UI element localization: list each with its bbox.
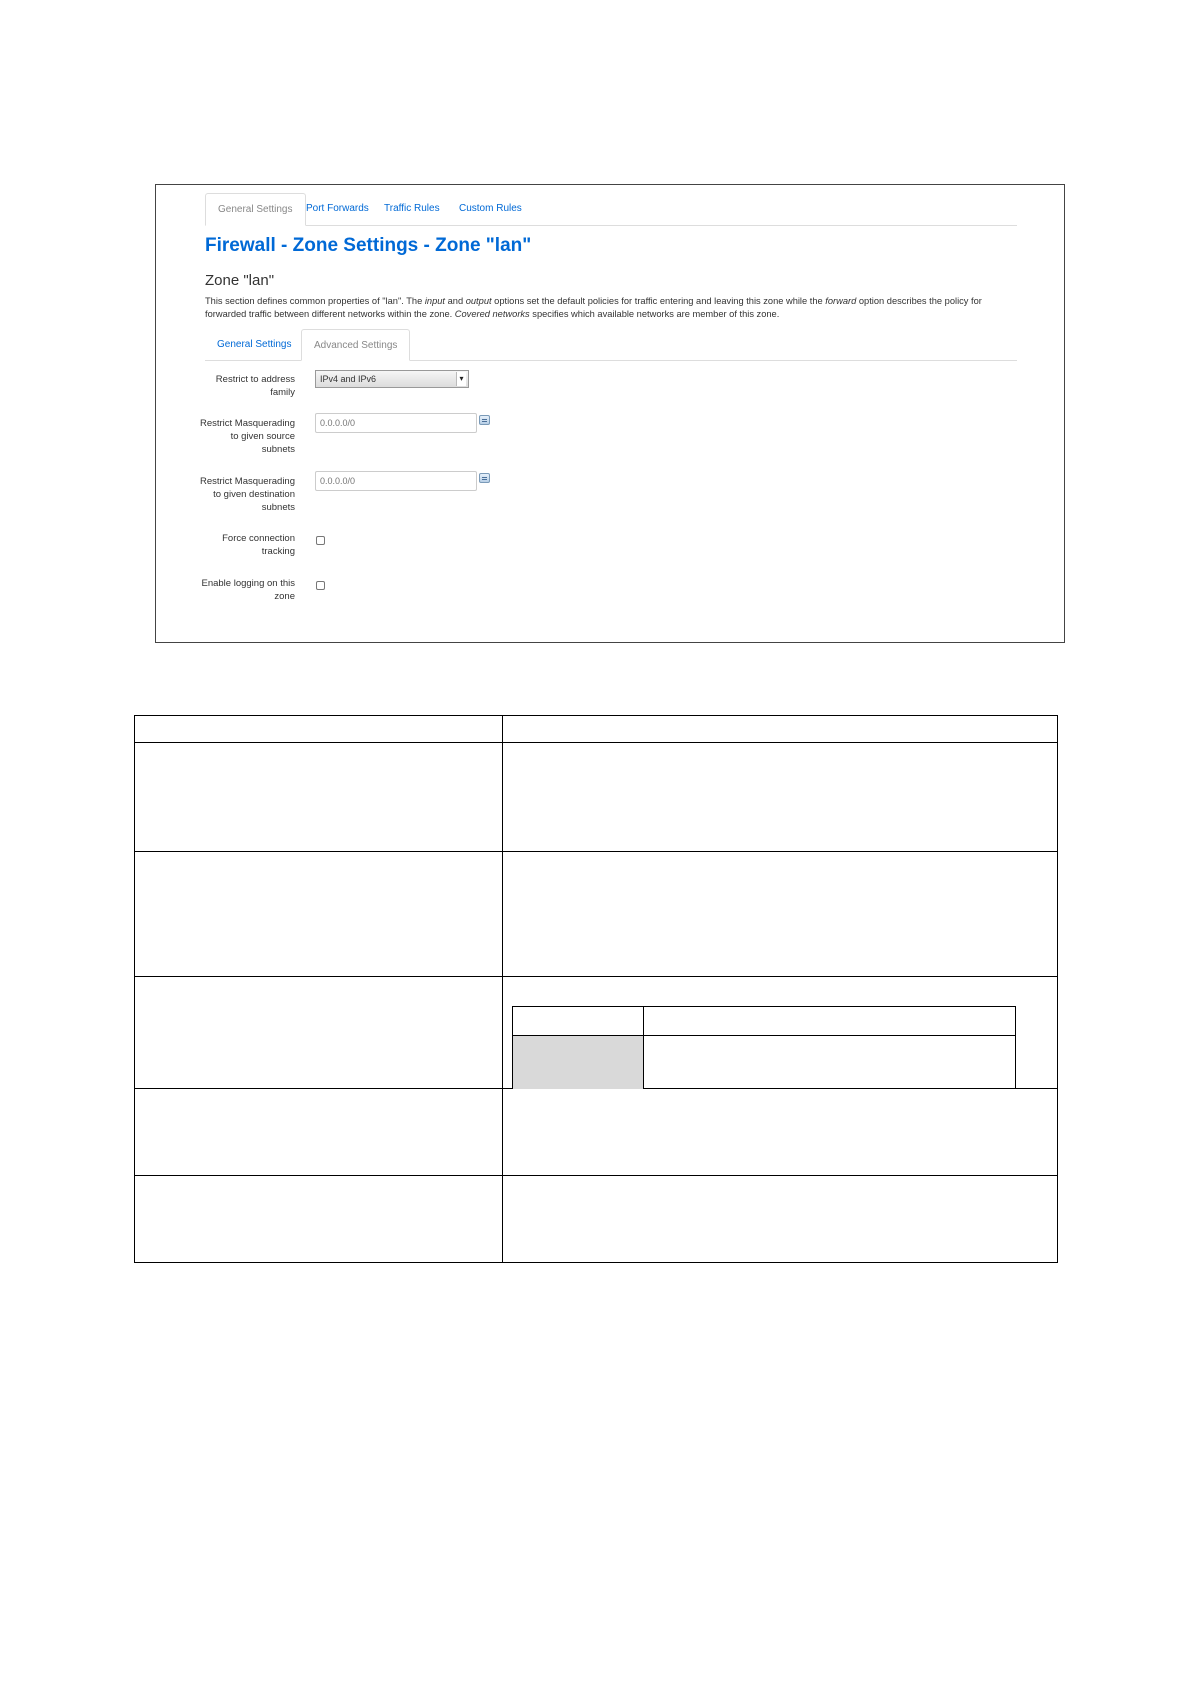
sub-tab-bar [205,329,1017,361]
masq-src-label: Restrict Masquerading to given source subnets [199,418,295,455]
add-entry-icon[interactable] [479,473,490,483]
row-divider [135,976,1057,977]
subtab-advanced-settings[interactable]: Advanced Settings [301,329,410,361]
logging-checkbox[interactable] [316,581,325,590]
dropdown-arrow-icon: ▾ [456,372,466,386]
subtab-general-settings[interactable]: General Settings [217,339,292,350]
blank-table [134,715,1058,1263]
screenshot-frame [155,184,1065,643]
row-divider [135,742,1057,743]
section-description: This section defines common properties of "lan". The input and output options set the default policies for traffic entering and leaving this zone while the forward option describes the policy for forwarded traffic between different networks within the zone. Covered networks specifies which available networks are member of this zone. [205,296,982,319]
tab-port-forwards[interactable]: Port Forwards [306,203,369,214]
masq-src-input[interactable] [315,413,477,433]
row-divider [135,851,1057,852]
section-title: Zone "lan" [205,272,275,289]
tab-general-settings[interactable]: General Settings [205,193,306,226]
address-family-select[interactable] [315,370,469,388]
masq-dest-input[interactable] [315,471,477,491]
address-family-label: Restrict to address family [215,374,295,398]
nested-row-divider [513,1035,1015,1036]
nested-column-divider [643,1007,644,1088]
add-entry-icon[interactable] [479,415,490,425]
conntrack-label: Force connection tracking [222,533,295,557]
address-family-value: IPv4 and IPv6 [320,374,377,384]
column-divider [502,716,503,1262]
masq-dest-label: Restrict Masquerading to given destination subnets [199,476,295,513]
tab-traffic-rules[interactable]: Traffic Rules [384,203,440,214]
logging-label: Enable logging on this zone [201,578,295,602]
page-title: Firewall - Zone Settings - Zone "lan" [205,235,532,256]
conntrack-checkbox[interactable] [316,536,325,545]
row-divider [135,1175,1057,1176]
nested-table [512,1006,1016,1089]
top-tab-bar [205,193,1017,226]
tab-custom-rules[interactable]: Custom Rules [459,203,522,214]
shaded-cell [513,1036,643,1089]
